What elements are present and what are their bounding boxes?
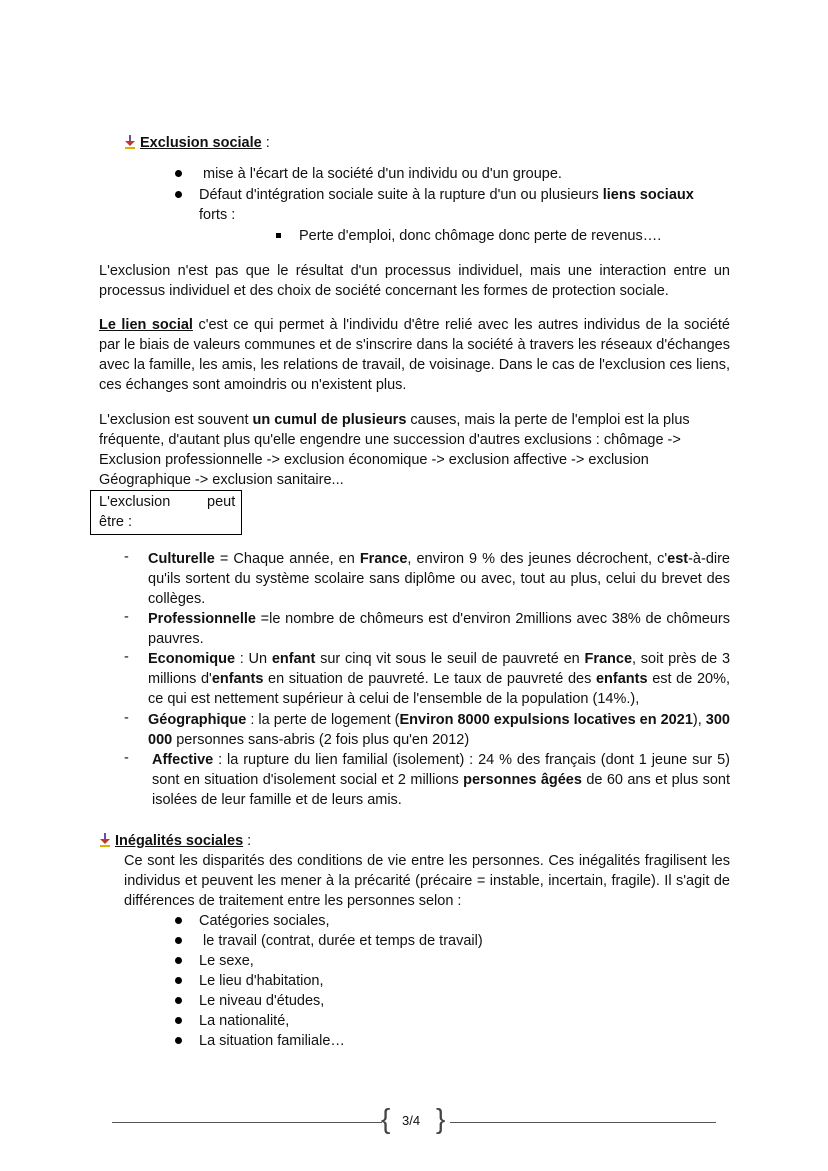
bullet-dot [175,1017,182,1024]
list-item-economique: Economique : Un enfant sur cinq vit sous le seuil de pauvreté en France, soit près de 3 millions d'enfants en situation de pauvreté. Le taux de pauvreté des enfants est de 20%, ce qui est nettement supérieur à celui de l'ensemble de la population (14%.), [148,651,731,707]
dash-bullet: - [124,750,129,766]
list-item: Le lieu d'habitation, [199,973,324,989]
down-arrow-icon [124,135,136,149]
page-number: 3/4 [402,1113,421,1128]
bullet-dot [175,1037,182,1044]
dash-bullet: - [124,549,129,565]
down-arrow-icon [99,833,111,847]
list-item: mise à l'écart de la société d'un individu ou d'un groupe. [203,166,562,182]
footer-rule-right [450,1122,716,1123]
bullet-dot [175,170,182,177]
list-item-geographique: Géographique : la perte de logement (Environ 8000 expulsions locatives en 2021), 300 000 personnes sans-abris (2 fois plus qu'en 2012) [148,712,730,748]
paragraph-cumul: L'exclusion est souvent un cumul de plusieurs causes, mais la perte de l'emploi est la plus fréquente, d'autant plus qu'elle engendre une succession d'autres exclusions : chômage -> Exclusion professionnelle -> exclusion économique -> exclusion affective -> exclusion Géographique -> exclusion sanitaire... [99,412,690,488]
text-box-line2: être : [99,514,133,530]
dash-bullet: - [124,609,129,625]
inegalites-heading-text: Inégalités sociales [115,833,244,849]
list-item-professionnelle: Professionnelle =le nombre de chômeurs est d'environ 2millions avec 38% de chômeurs pauvres. [148,611,730,647]
list-item: Le sexe, [199,953,254,969]
list-item: Défaut d'intégration sociale suite à la rupture d'un ou plusieurs liens sociaux forts : [199,187,694,223]
bullet-dot [175,917,182,924]
list-item: La situation familiale… [199,1033,345,1049]
footer-rule-left [112,1122,382,1123]
list-item: Catégories sociales, [199,913,330,929]
exclusion-heading-text: Exclusion sociale [140,135,262,151]
list-item-culturelle: Culturelle = Chaque année, en France, environ 9 % des jeunes décrochent, c'est-à-dire qu'ils sortent du système scolaire sans diplôme ou avec, tout au plus, celui du brevet des collèges. [148,551,730,607]
dash-bullet: - [124,649,129,665]
footer-bracket-right: } [436,1103,446,1134]
sub-list-item: Perte d'emploi, donc chômage donc perte de revenus…. [299,228,662,244]
bullet-dot [175,937,182,944]
bullet-dot [175,957,182,964]
text-box-word1: L'exclusion [99,494,171,510]
list-item: Le niveau d'études, [199,993,325,1009]
section-heading-inegalites: Inégalités sociales : [99,831,251,851]
footer-bracket-left: { [381,1103,391,1134]
dash-bullet: - [124,710,129,726]
list-item: La nationalité, [199,1013,290,1029]
section-heading-exclusion: Exclusion sociale : [124,133,270,153]
list-item: le travail (contrat, durée et temps de travail) [199,933,483,949]
paragraph-exclusion: L'exclusion n'est pas que le résultat d'un processus individuel, mais une interaction entre un processus individuel et des choix de société concernant les formes de protection sociale. [99,263,730,299]
paragraph-lien-social: Le lien social c'est ce qui permet à l'individu d'être relié avec les autres individus de la société par le biais de valeurs communes et de s'inscrire dans la société à travers les réseaux d'échanges avec la famille, les amis, les relations de travail, de voisinage. Dans le cas de l'exclusion ces liens, ces échanges sont amoindris ou n'existent plus. [99,317,730,393]
list-item-affective: Affective : la rupture du lien familial (isolement) : 24 % des français (dont 1 jeune sur 5) sont en situation d'isolement social et 2 millions personnes âgées de 60 ans et plus sont isolées de leur famille et de leurs amis. [152,752,731,808]
bullet-dot [175,977,182,984]
paragraph-inegalites: Ce sont les disparités des conditions de vie entre les personnes. Ces inégalités fragilisent les individus et peuvent les mener à la précarité (précaire = instable, incertain, fragile). Il s'agit de différences de traitement entre les personnes selon : [124,853,730,909]
bullet-square [276,233,281,238]
bullet-dot [175,997,182,1004]
bullet-dot [175,191,182,198]
text-box-word2: peut [207,494,236,510]
